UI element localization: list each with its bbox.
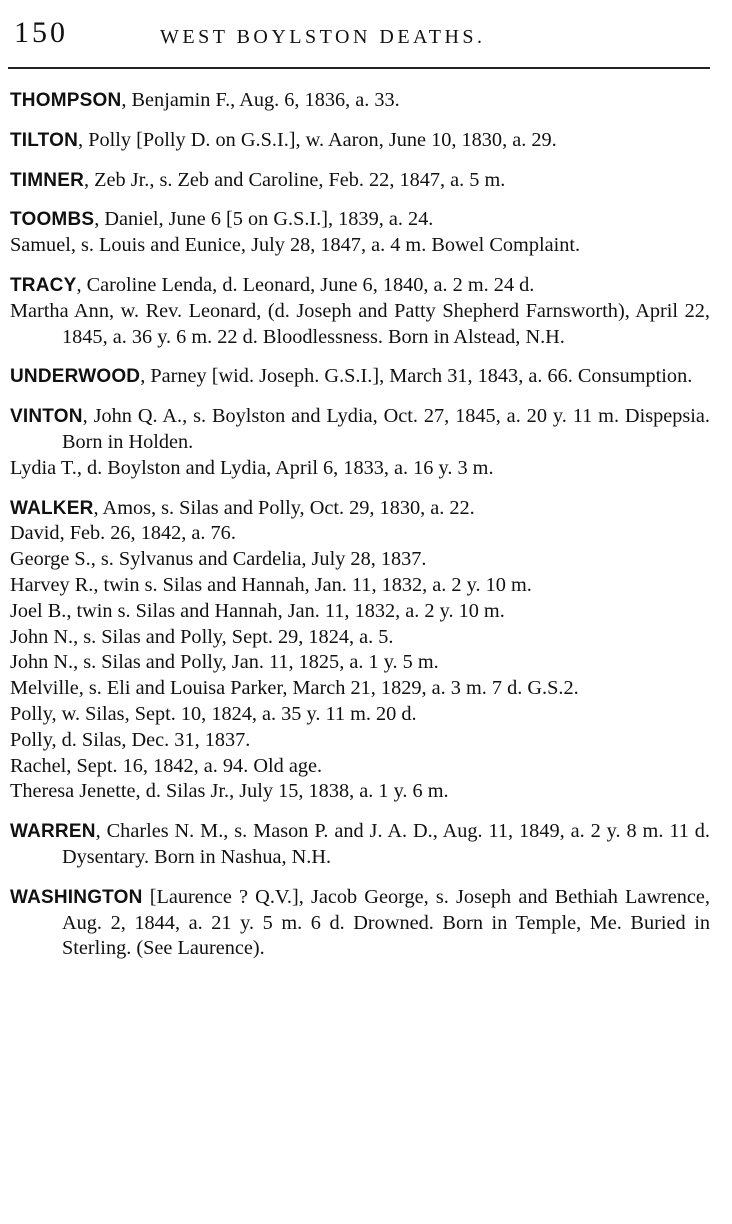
surname-heading: TILTON — [10, 129, 79, 151]
entry-text: , Daniel, June 6 [5 on G.S.I.], 1839, a. 24. — [94, 208, 434, 231]
surname-heading: VINTON — [10, 406, 83, 428]
death-record-entry — [10, 779, 710, 805]
death-record-entry — [10, 233, 710, 259]
entry-text: , Amos, s. Silas and Polly, Oct. 29, 1830, a. 22. — [93, 496, 475, 519]
surname-heading: WALKER — [10, 497, 94, 519]
entry-text: , Zeb Jr., s. Zeb and Caroline, Feb. 22, 1847, a. 5 m. — [84, 168, 506, 191]
entry-text: , Parney [wid. Joseph. G.S.I.], March 31, 1843, a. 66. Consumption. — [140, 365, 693, 388]
entry-text: Polly, w. Silas, Sept. 10, 1824, a. 35 y. 11 m. 20 d. — [10, 702, 417, 725]
surname-group — [10, 128, 710, 154]
surname-group — [10, 207, 710, 259]
entry-text: , Benjamin F., Aug. 6, 1836, a. 33. — [121, 89, 400, 111]
entry-text: , John Q. A., s. Boylston and Lydia, Oct. 27, 1845, a. 20 y. 11 m. Dispepsia. Born in Holden. — [62, 405, 710, 453]
death-record-entry — [10, 128, 710, 154]
death-record-entry — [10, 496, 710, 522]
entry-text: Rachel, Sept. 16, 1842, a. 94. Old age. — [10, 754, 323, 777]
entry-text: Melville, s. Eli and Louisa Parker, March 21, 1829, a. 3 m. 7 d. G.S.2. — [10, 677, 579, 700]
surname-group — [10, 885, 710, 962]
surname-group — [10, 496, 710, 806]
entry-text: Lydia T., d. Boylston and Lydia, April 6, 1833, a. 16 y. 3 m. — [10, 456, 494, 479]
surname-heading: UNDERWOOD — [10, 366, 141, 388]
death-record-entry — [10, 728, 710, 754]
death-record-entry — [10, 625, 710, 651]
surname-group — [10, 88, 710, 114]
entry-text: John N., s. Silas and Polly, Jan. 11, 1825, a. 1 y. 5 m. — [10, 651, 439, 674]
entry-text: Polly, d. Silas, Dec. 31, 1837. — [10, 728, 251, 751]
entry-text: David, Feb. 26, 1842, a. 76. — [10, 522, 236, 545]
death-record-entry — [10, 754, 710, 780]
entry-text: Joel B., twin s. Silas and Hannah, Jan. 11, 1832, a. 2 y. 10 m. — [10, 599, 505, 622]
entry-text: , Charles N. M., s. Mason P. and J. A. D., Aug. 11, 1849, a. 2 y. 8 m. 11 d. Dysentary. Born in Nashua, N.H. — [62, 820, 710, 868]
death-record-entry — [10, 650, 710, 676]
entry-text: John N., s. Silas and Polly, Sept. 29, 1824, a. 5. — [10, 625, 394, 648]
entry-text: , Polly [Polly D. on G.S.I.], w. Aaron, June 10, 1830, a. 29. — [78, 128, 557, 151]
surname-heading: TRACY — [10, 274, 77, 296]
death-record-entry — [10, 676, 710, 702]
entry-text: Harvey R., twin s. Silas and Hannah, Jan. 11, 1832, a. 2 y. 10 m. — [10, 573, 532, 596]
entry-text: , Caroline Lenda, d. Leonard, June 6, 1840, a. 2 m. 24 d. — [76, 273, 535, 296]
death-record-entry — [10, 299, 710, 351]
surname-heading: TOOMBS — [10, 209, 95, 231]
surname-group — [10, 819, 710, 871]
page-number: 150 — [14, 16, 68, 49]
death-record-entry — [10, 168, 710, 194]
running-title: WEST BOYLSTON DEATHS. — [160, 26, 486, 48]
death-record-entry — [10, 599, 710, 625]
entry-text: Theresa Jenette, d. Silas Jr., July 15, 1838, a. 1 y. 6 m. — [10, 780, 449, 803]
death-record-entry — [10, 273, 710, 299]
death-record-entry — [10, 207, 710, 233]
surname-group — [10, 273, 710, 350]
death-record-entry — [10, 885, 710, 962]
surname-heading: WARREN — [10, 821, 96, 843]
entry-text: Martha Ann, w. Rev. Leonard, (d. Joseph and Patty Shepherd Farnsworth), April 22, 1845, a. 36 y. 6 m. 22 d. Bloodlessness. Born in Alstead, N.H. — [10, 299, 710, 348]
death-records-list — [10, 88, 710, 976]
death-record-entry — [10, 702, 710, 728]
entry-text: [Laurence ? Q.V.], Jacob George, s. Joseph and Bethiah Lawrence, Aug. 2, 1844, a. 21 y. 5 m. 6 d. Drowned. Born in Temple, Me. Buried in Sterling. (See Laurence). — [62, 885, 710, 960]
page-header — [14, 10, 714, 62]
death-record-entry — [10, 364, 710, 390]
death-record-entry — [10, 456, 710, 482]
death-record-entry — [10, 547, 710, 573]
surname-heading: THOMPSON — [10, 90, 122, 111]
surname-group — [10, 168, 710, 194]
death-record-entry — [10, 404, 710, 456]
surname-heading: TIMNER — [10, 169, 85, 191]
entry-text: Samuel, s. Louis and Eunice, July 28, 1847, a. 4 m. Bowel Complaint. — [10, 234, 581, 257]
death-record-entry — [10, 573, 710, 599]
death-record-entry — [10, 819, 710, 871]
header-rule — [8, 67, 710, 69]
entry-text: George S., s. Sylvanus and Cardelia, July 28, 1837. — [10, 548, 427, 571]
surname-group — [10, 364, 710, 390]
surname-group — [10, 404, 710, 481]
surname-heading: WASHINGTON — [10, 886, 143, 908]
death-record-entry — [10, 88, 710, 114]
death-record-entry — [10, 521, 710, 547]
